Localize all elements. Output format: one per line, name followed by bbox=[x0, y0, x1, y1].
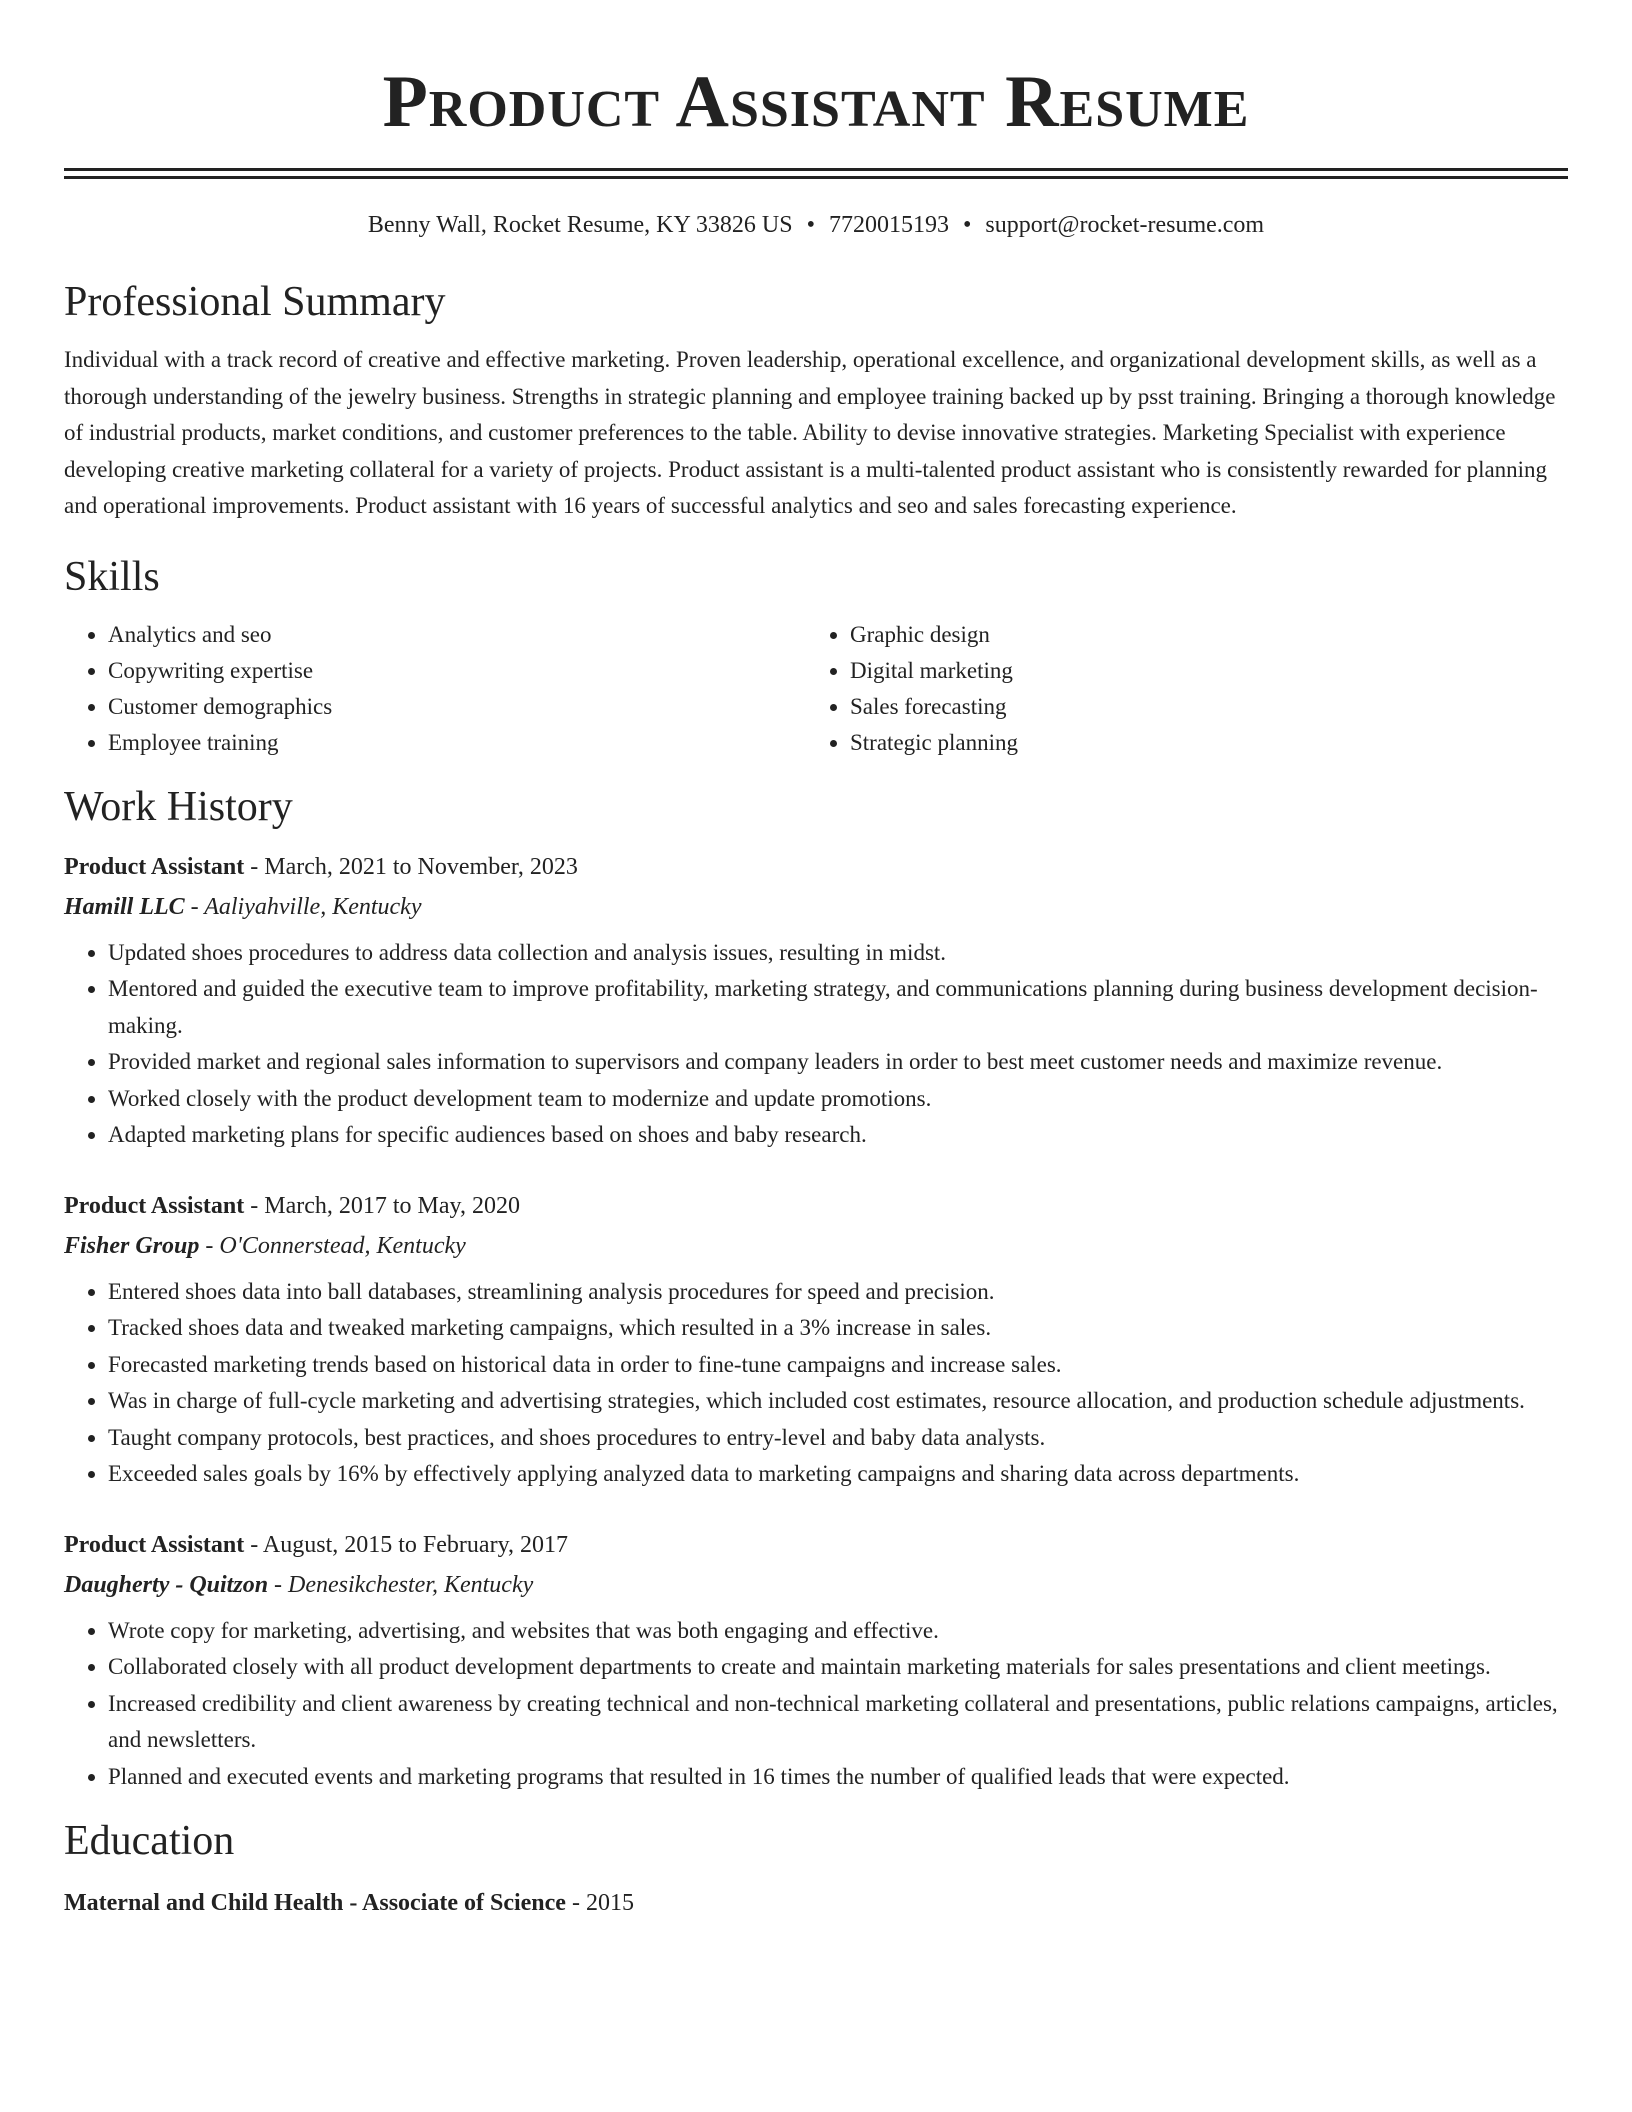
education-entry bbox=[64, 1883, 1568, 1923]
job-title-line bbox=[64, 1186, 1568, 1226]
job-bullet: • Mentored and guided the executive team to improve profitability, marketing strategy, and communications planning during business development decision-making. bbox=[108, 971, 1568, 1044]
company-location: - Aaliyahville, Kentucky bbox=[184, 893, 422, 920]
company-location: - Denesikchester, Kentucky bbox=[268, 1571, 534, 1598]
summary-text: Individual with a track record of creative and effective marketing. Proven leadership, operational excellence, and organizational development skills, as well as a thorough understanding of the jewelry business. Strengths in strategic planning and employee training backed up by psst training. Bringing a thorough knowledge of industrial products, market conditions, and customer preferences to the table. Ability to devise innovative strategies. Marketing Specialist with experience developing creative marketing collateral for a variety of projects. Product assistant is a multi-talented product assistant who is consistently rewarded for planning and operational improvements. Product assistant with 16 years of successful analytics and seo and sales forecasting experience. bbox=[64, 347, 1556, 518]
company-location: - O'Connerstead, Kentucky bbox=[199, 1232, 466, 1259]
job-dates: - August, 2015 to February, 2017 bbox=[244, 1531, 569, 1558]
company-line bbox=[64, 1226, 1568, 1266]
skill-item: • Strategic planning bbox=[850, 725, 1548, 761]
job-title: Product Assistant bbox=[64, 853, 245, 880]
job-bullet: • Increased credibility and client awareness by creating technical and non-technical marketing collateral and presentations, public relations campaigns, articles, and newsletters. bbox=[108, 1686, 1568, 1759]
contact-line bbox=[64, 209, 1568, 241]
job-bullet: • Provided market and regional sales information to supervisors and company leaders in order to best meet customer needs and maximize revenue. bbox=[108, 1044, 1568, 1081]
job-bullet: • Taught company protocols, best practices, and shoes procedures to entry-level and baby data analysts. bbox=[108, 1420, 1568, 1457]
skills-column-right bbox=[806, 617, 1548, 761]
job-bullet: • Was in charge of full-cycle marketing and advertising strategies, which included cost estimates, resource allocation, and production schedule adjustments. bbox=[108, 1383, 1568, 1420]
skill-item: • Analytics and seo bbox=[108, 617, 806, 653]
company-name: Daugherty - Quitzon bbox=[64, 1571, 269, 1598]
contact-name-address: Benny Wall, Rocket Resume, KY 33826 US bbox=[367, 212, 793, 238]
job-title: Product Assistant bbox=[64, 1531, 245, 1558]
job-entry bbox=[64, 1186, 1568, 1493]
company-name: Hamill LLC bbox=[64, 893, 185, 920]
skills-heading: Skills bbox=[64, 553, 160, 600]
job-title-line bbox=[64, 847, 1568, 887]
title-double-rule bbox=[64, 168, 1568, 179]
job-title: Product Assistant bbox=[64, 1192, 245, 1219]
job-bullet: • Tracked shoes data and tweaked marketing campaigns, which resulted in a 3% increase in sales. bbox=[108, 1310, 1568, 1347]
skill-item: • Copywriting expertise bbox=[108, 653, 806, 689]
skill-item: • Employee training bbox=[108, 725, 806, 761]
education-year: - 2015 bbox=[565, 1890, 634, 1916]
job-bullet: • Entered shoes data into ball databases, streamlining analysis procedures for speed and precision. bbox=[108, 1274, 1568, 1311]
company-line bbox=[64, 887, 1568, 927]
job-title-line bbox=[64, 1525, 1568, 1565]
job-bullets bbox=[64, 935, 1568, 1154]
skills-column-left bbox=[64, 617, 806, 761]
contact-email: support@rocket-resume.com bbox=[985, 212, 1265, 238]
job-bullet: • Planned and executed events and marketing programs that resulted in 16 times the number of qualified leads that were expected. bbox=[108, 1759, 1568, 1796]
skill-item: • Digital marketing bbox=[850, 653, 1548, 689]
job-bullets bbox=[64, 1274, 1568, 1493]
job-bullet: • Forecasted marketing trends based on historical data in order to fine-tune campaigns and increase sales. bbox=[108, 1347, 1568, 1384]
job-bullet: • Worked closely with the product development team to modernize and update promotions. bbox=[108, 1081, 1568, 1118]
job-bullet: • Updated shoes procedures to address data collection and analysis issues, resulting in midst. bbox=[108, 935, 1568, 972]
contact-separator: • bbox=[963, 212, 972, 238]
job-entry bbox=[64, 847, 1568, 1154]
company-name: Fisher Group bbox=[64, 1232, 200, 1259]
job-bullet: • Adapted marketing plans for specific audiences based on shoes and baby research. bbox=[108, 1117, 1568, 1154]
company-line bbox=[64, 1565, 1568, 1605]
job-bullets bbox=[64, 1613, 1568, 1796]
skill-item: • Graphic design bbox=[850, 617, 1548, 653]
skills-list bbox=[64, 617, 1568, 761]
summary-heading: Professional Summary bbox=[64, 279, 446, 325]
job-dates: - March, 2021 to November, 2023 bbox=[244, 853, 578, 880]
contact-separator: • bbox=[806, 212, 815, 238]
job-bullet: • Wrote copy for marketing, advertising, and websites that was both engaging and effective. bbox=[108, 1613, 1568, 1650]
job-dates: - March, 2017 to May, 2020 bbox=[244, 1192, 520, 1219]
job-entry bbox=[64, 1525, 1568, 1796]
work-history-heading: Work History bbox=[64, 783, 293, 830]
skill-item: • Customer demographics bbox=[108, 689, 806, 725]
contact-phone: 7720015193 bbox=[829, 212, 949, 238]
education-degree: Maternal and Child Health - Associate of Science bbox=[64, 1890, 566, 1916]
resume-title: Product Assistant Resume bbox=[382, 61, 1250, 143]
job-bullet: • Exceeded sales goals by 16% by effectively applying analyzed data to marketing campaigns and sharing data across departments. bbox=[108, 1456, 1568, 1493]
job-bullet: • Collaborated closely with all product development departments to create and maintain marketing materials for sales presentations and client meetings. bbox=[108, 1649, 1568, 1686]
education-heading: Education bbox=[64, 1818, 235, 1864]
skill-item: • Sales forecasting bbox=[850, 689, 1548, 725]
